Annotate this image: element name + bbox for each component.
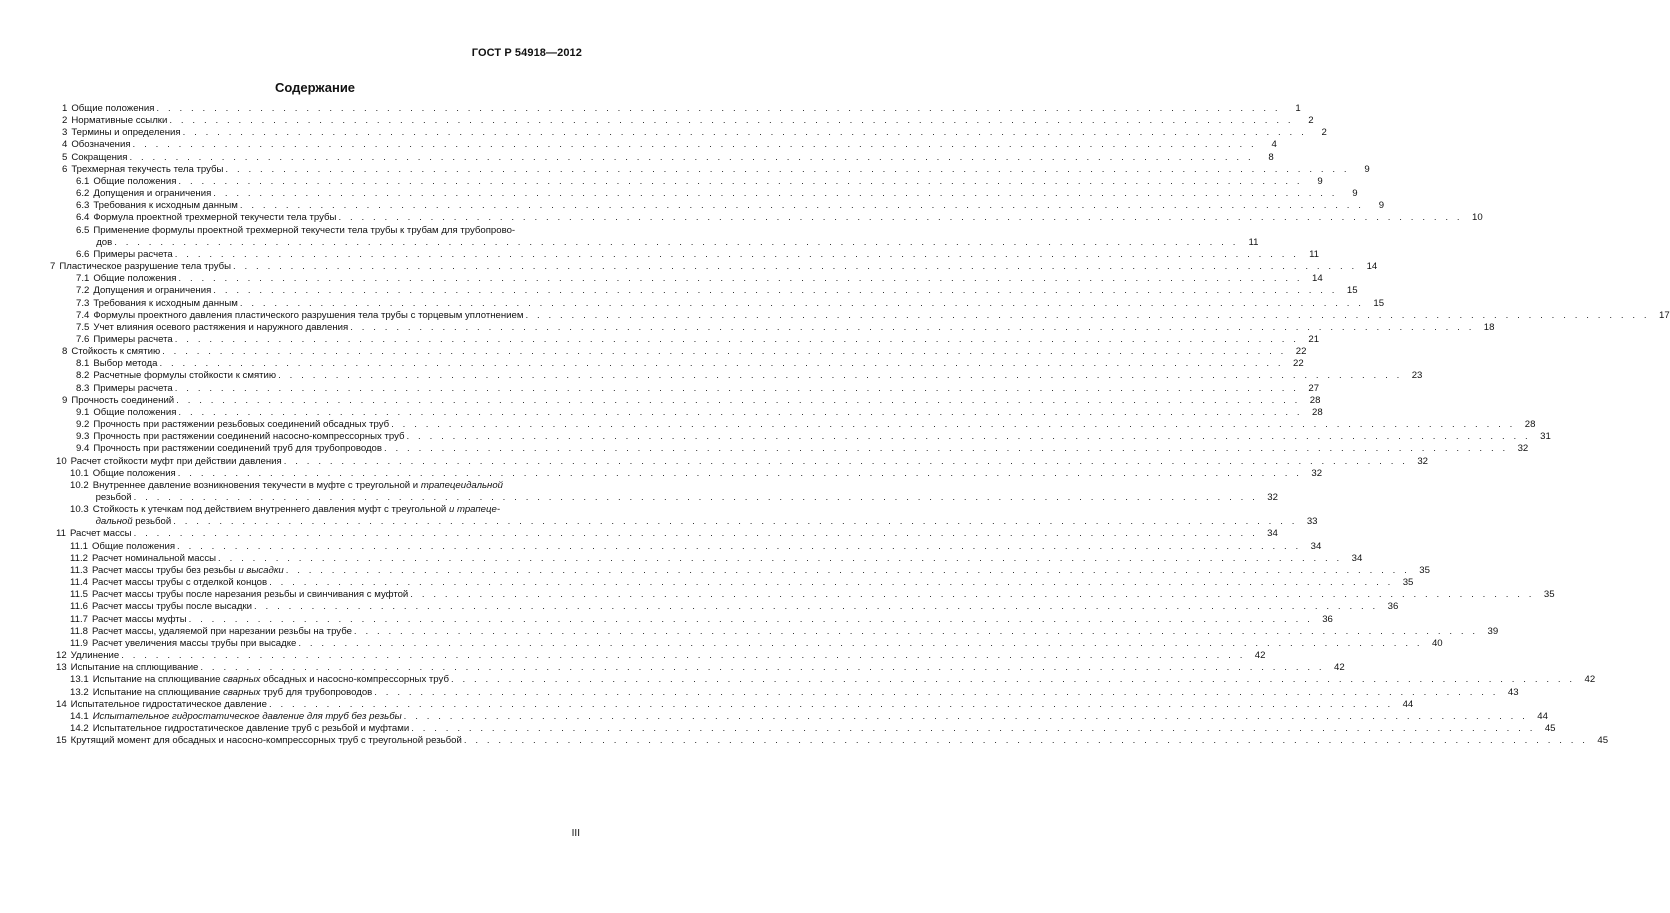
toc-entry-number: 11.7 [70,613,88,625]
toc-entry-number: 7.2 [76,285,90,297]
dot-leader [189,614,1313,626]
toc-entry-title: Нормативные ссылки [71,115,168,127]
toc-entry-title: Общие положения [93,406,177,418]
dot-leader [407,431,1531,443]
toc-entry[interactable] [50,358,1304,370]
toc-entry-number: 3 [62,127,68,139]
toc-entry-number: 6.5 [76,224,90,236]
toc-entry-page: 15 [1373,297,1385,309]
toc-entry-page: 23 [1411,370,1423,382]
toc-entry-number: 7.4 [76,309,90,321]
toc-entry-page: 15 [1346,285,1358,297]
toc-entry-title: Расчет массы трубы после нарезания резьбы и свинчивания с муфтой [91,589,409,601]
toc-entry-number: 13 [56,662,67,674]
toc-entry-continuation[interactable]: резьбой . . . 32 [50,492,586,504]
toc-entry-title: Прочность соединений [71,394,175,406]
toc-entry-page: 28 [1524,419,1536,431]
toc-entry-page: 9 [1364,163,1370,175]
toc-entry-page: 10 [1472,212,1483,224]
toc-entry[interactable] [50,333,1320,346]
toc-entry[interactable] [50,115,1314,127]
toc-entry-number: 11.3 [70,564,88,576]
dot-leader [269,577,1393,589]
toc-entry-title: Общие положения [93,273,177,285]
toc-entry[interactable] [50,139,1277,151]
toc-entry[interactable] [50,589,1555,601]
toc-entry-page: 9 [1378,200,1385,212]
toc-entry[interactable] [50,455,1428,468]
toc-entry-number: 6.1 [76,175,90,187]
toc-entry[interactable] [50,577,1414,589]
dot-leader [176,395,1300,407]
toc-entry[interactable] [50,175,1323,188]
toc-entry-number: 11.1 [70,540,88,552]
toc-entry-title: Стойкость к утечкам под действием внутреннего давления муфт с треугольной и трапеце- [92,504,501,516]
toc-entry-title: Применение формулы проектной трехмерной текучести тела трубы к трубам для трубопрово- [93,224,516,236]
toc-entry-title: Крутящий момент для обсадных и насосно-компрессорных труб с треугольной резьбой [70,735,462,747]
toc-entry[interactable] [50,188,1358,200]
toc-entry[interactable] [50,722,1556,735]
toc-entry-title: Допущения и ограничения [93,285,212,297]
dot-leader [374,687,1498,699]
toc-entry[interactable] [50,382,1320,395]
toc-entry-number: 8.3 [76,382,90,394]
dot-leader [183,127,1307,139]
toc-entry-number: 6.4 [76,212,90,224]
toc-entry-number: 1 [62,103,68,114]
toc-entry[interactable] [50,394,1321,407]
toc-entry[interactable] [50,625,1499,638]
toc-entry-number: 11.6 [70,601,88,613]
toc-entry[interactable] [50,261,1378,273]
toc-entry-number: 14 [56,698,67,710]
dot-leader [404,711,1528,723]
toc-entry-title: Прочность при растяжении соединений труб для трубопроводов [93,443,382,455]
dot-leader [464,735,1588,747]
toc-entry[interactable] [50,370,1423,382]
toc-entry-number: 7.3 [76,297,90,309]
dot-leader [213,188,1337,200]
toc-entry-number: 13.1 [70,674,89,686]
toc-entry-page: 44 [1402,698,1414,710]
toc-entry-title: Расчет массы трубы после высадки [91,601,253,613]
toc-entry-page: 11 [1309,248,1320,260]
toc-entry[interactable] [50,212,1483,224]
toc-entry[interactable] [50,127,1327,139]
toc-entry-continuation[interactable]: дов . . . 11 [50,237,586,249]
toc-entry-page: 45 [1544,722,1556,734]
toc-entry-number: 7.5 [76,321,90,333]
toc-entry-title: Общие положения [93,175,177,187]
toc-entry-page: 40 [1431,637,1443,649]
dot-leader [121,650,1245,662]
toc-entry-number: 6 [62,163,68,175]
toc-entry[interactable] [50,200,1385,212]
toc-entry[interactable] [50,467,1323,480]
toc-entry-title: Пластическое разрушение тела трубы [59,261,231,273]
toc-entry-title: Выбор метода [93,358,158,370]
toc-entry-page: 2 [1308,115,1314,127]
toc-entry-title: Испытание на сплющивание [70,662,199,674]
dot-leader [159,358,1283,370]
dot-leader [177,541,1301,553]
toc-entry-title: Удлинение [70,650,120,662]
toc-entry-number: 8 [62,346,68,358]
toc-entry-title: Расчет массы трубы с отделкой концов [91,577,268,589]
dot-leader [129,152,1253,164]
toc-entry[interactable] [50,564,1430,577]
toc-entry-title: Формулы проектного давления пластического разрушения тела трубы с торцевым уплотнением [93,309,524,321]
toc-entry-title: Расчет массы [69,528,132,540]
toc-entry-number: 13.2 [70,686,89,698]
dot-leader [240,298,1364,310]
toc-entry-number: 14.2 [70,722,89,734]
dot-leader [173,516,1297,528]
toc-entry-number: 10 [56,455,67,467]
toc-entry-page: 2 [1321,127,1327,139]
toc-entry[interactable] [50,686,1519,699]
toc-entry[interactable] [50,601,1399,613]
toc-entry-page: 18 [1483,321,1495,333]
toc-entry[interactable] [50,698,1414,711]
toc-entry-number: 8.2 [76,370,90,382]
dot-leader [298,638,1422,650]
toc-entry[interactable] [50,103,1301,115]
toc-entry-page: 44 [1537,710,1548,722]
toc-entry-title: Расчет массы муфты [91,613,187,625]
toc-entry-page: 1 [1295,103,1301,114]
toc-entry-page: 28 [1312,406,1323,418]
toc-entry-number: 9.2 [76,419,90,431]
toc-entry-page: 27 [1308,382,1320,394]
page-number: III [571,828,580,839]
toc-entry-title: Стойкость к смятию [71,346,161,358]
toc-entry-title: Расчетные формулы стойкости к смятию [93,370,277,382]
toc-entry-page: 21 [1308,333,1320,345]
toc-entry-number: 8.1 [76,358,90,370]
toc-entry[interactable] [50,710,1548,723]
toc-entry[interactable] [50,735,1609,747]
dot-leader [134,492,1258,504]
toc-entry-page: 42 [1584,674,1596,686]
toc-entry-title: Прочность при растяжении резьбовых соединений обсадных труб [93,419,390,431]
toc-entry-page: 4 [1271,139,1277,151]
toc-entry-title: Примеры расчета [93,382,173,394]
toc-entry-page: 17 [1659,309,1670,321]
toc-entry-page: 34 [1351,552,1363,564]
toc-entry-title: Требования к исходным данным [93,200,238,212]
toc-entry-page: 33 [1306,516,1318,528]
toc-entry-title: Внутреннее давление возникновения текучести в муфте с треугольной и трапецеидальной [92,479,503,491]
toc-entry-title: Расчет увеличения массы трубы при высадке [91,637,297,649]
toc-entry-page: 36 [1387,601,1399,613]
toc-entry[interactable] [50,346,1307,358]
toc-entry-title: Прочность при растяжении соединений насосно-компрессорных труб [93,431,405,443]
toc-entry[interactable] [50,480,586,492]
toc-entry-number: 10.1 [70,467,89,479]
dot-leader [178,468,1302,480]
toc-entry-page: 32 [1311,467,1323,479]
toc-entry-number: 11 [56,528,66,540]
standard-header: ГОСТ Р 54918—2012 [471,47,582,59]
toc-entry-number: 11.4 [70,577,88,589]
toc-entry-number: 4 [62,139,68,151]
toc-entry-page: 28 [1309,394,1321,406]
toc-entry[interactable] [50,225,586,237]
dot-leader [269,699,1393,711]
toc-entry-continuation[interactable]: дальной резьбой . . . 33 [50,516,586,528]
toc-entry-page: 35 [1402,577,1414,589]
toc-entry-number: 9.1 [76,406,90,418]
toc-entry-title: Примеры расчета [93,248,173,260]
toc-entry-page: 11 [1248,236,1259,248]
dot-leader [391,419,1515,431]
dot-leader [410,589,1534,601]
toc-entry-page: 34 [1267,528,1278,540]
dot-leader [178,407,1302,419]
dot-leader [254,601,1378,613]
toc-entry-title: Требования к исходным данным [93,297,238,309]
toc-entry[interactable] [50,431,1551,443]
dot-leader [350,322,1474,334]
toc-entry-page: 9 [1317,175,1323,187]
dot-leader [278,370,1402,382]
page-title: Содержание [274,80,356,95]
dot-leader [114,237,1238,249]
toc-entry-page: 22 [1293,358,1304,370]
toc-entry-title: Трехмерная текучесть тела трубы [71,163,224,175]
toc-entry-title: Расчет массы трубы без резьбы и высадки [91,564,284,576]
toc-entry[interactable] [50,613,1333,626]
dot-leader [169,115,1293,127]
dot-leader [175,383,1299,395]
dot-leader [218,553,1342,565]
dot-leader [286,565,1410,577]
dot-leader [525,310,1649,322]
dot-leader [451,674,1575,686]
toc-entry-title: Учет влияния осевого растяжения и наружного давления [93,321,349,333]
toc-entry-number: 9 [62,394,68,406]
toc-entry[interactable] [50,674,1596,686]
toc-entry-title: Испытательное гидростатическое давление труб с резьбой и муфтами [92,722,410,734]
toc-entry-title: Испытательное гидростатическое давление для труб без резьбы [92,710,402,722]
toc-entry-number: 11.9 [70,637,88,649]
dot-leader [354,626,1478,638]
dot-leader [384,443,1508,455]
toc-entry[interactable] [50,273,1323,285]
toc-entry[interactable] [50,285,1358,297]
toc-entry-page: 39 [1487,625,1499,637]
toc-entry-title: Испытательное гидростатическое давление [70,698,267,710]
toc-entry-number: 14.1 [70,710,89,722]
toc-entry-page: 9 [1352,188,1358,200]
toc-entry-number: 6.2 [76,188,90,200]
toc-entry-page: 32 [1517,443,1529,455]
dot-leader [233,261,1357,273]
toc-entry-title: Примеры расчета [93,333,173,345]
toc-entry-number: 15 [56,735,67,747]
dot-leader [178,273,1302,285]
toc-entry-title: Расчет номинальной массы [91,552,217,564]
toc-entry-title: Общие положения [71,103,155,114]
toc-entry-page: 8 [1268,151,1274,163]
dot-leader [133,139,1257,151]
toc-entry-title: Обозначения [71,139,131,151]
toc-entry-number: 6.6 [76,248,90,260]
toc-entry[interactable] [50,309,1670,322]
toc-entry-number: 12 [56,650,67,662]
toc-entry[interactable] [50,637,1443,650]
toc-entry-page: 14 [1312,273,1323,285]
dot-leader [178,176,1302,188]
toc-entry-page: 34 [1310,540,1322,552]
toc-entry-number: 9.3 [76,431,90,443]
toc-entry-number: 6.3 [76,200,90,212]
toc-entry[interactable] [50,419,1536,431]
toc-entry[interactable] [50,552,1363,565]
toc-entry-page: 35 [1543,589,1555,601]
toc-entry[interactable] [50,650,1266,662]
dot-leader [200,662,1324,674]
toc-entry[interactable] [50,504,586,516]
toc-entry[interactable] [50,443,1529,455]
toc-entry-title: Формула проектной трехмерной текучести тела трубы [93,212,337,224]
toc-entry-number: 2 [62,115,68,127]
dot-leader [134,528,1258,540]
toc-entry-title: Расчет массы, удаляемой при нарезании резьбы на трубе [91,625,352,637]
toc-entry[interactable] [50,163,1370,176]
toc-entry[interactable] [50,406,1323,419]
toc-entry-title: Расчет стойкости муфт при действии давления [70,455,282,467]
dot-leader [284,456,1408,468]
toc-entry-title: Допущения и ограничения [93,188,212,200]
toc-entry-page: 32 [1417,455,1428,467]
toc-entry[interactable] [50,321,1495,334]
dot-leader [240,200,1364,212]
toc-entry-title: Испытание на сплющивание сварных труб для трубопроводов [92,686,373,698]
dot-leader [411,723,1535,735]
toc-entry-page: 42 [1254,650,1266,662]
dot-leader [175,249,1299,261]
toc-entry-number: 5 [62,151,68,163]
toc-entry[interactable] [50,248,1320,261]
toc-entry-page: 22 [1295,346,1307,358]
table-of-contents [50,103,1670,747]
toc-entry-number: 7 [50,261,56,273]
toc-entry-title: Сокращения [71,151,128,163]
toc-entry[interactable] [50,528,1278,540]
dot-leader [213,285,1337,297]
toc-entry-title: Термины и определения [71,127,181,139]
toc-entry-page: 32 [1267,492,1278,503]
dot-leader [175,334,1299,346]
toc-entry-number: 11.5 [70,589,88,601]
toc-entry-number: 11.2 [70,552,88,564]
toc-entry-number: 11.8 [70,625,88,637]
toc-entry-page: 45 [1597,735,1609,747]
toc-entry-page: 43 [1507,686,1519,698]
toc-entry-title: Общие положения [91,540,176,552]
toc-entry[interactable] [50,540,1322,553]
toc-entry[interactable] [50,151,1274,164]
dot-leader [225,164,1349,176]
toc-entry-number: 7.6 [76,333,90,345]
toc-entry-page: 36 [1322,613,1333,625]
toc-entry-page: 31 [1540,431,1551,443]
toc-entry-page: 14 [1366,261,1378,273]
toc-entry-page: 35 [1419,564,1430,576]
dot-leader [338,212,1462,224]
toc-entry-title: Испытание на сплющивание сварных обсадных и насосно-компрессорных труб [92,674,449,686]
dot-leader [162,346,1286,358]
toc-entry-page: 42 [1333,662,1345,674]
toc-entry[interactable] [50,297,1385,310]
toc-entry-number: 10.3 [70,504,89,516]
toc-entry-number: 9.4 [76,443,90,455]
toc-entry-number: 7.1 [76,273,90,285]
toc-entry-title: Общие положения [92,467,176,479]
toc-entry[interactable] [50,662,1345,674]
dot-leader [156,103,1280,115]
toc-entry-number: 10.2 [70,479,89,491]
